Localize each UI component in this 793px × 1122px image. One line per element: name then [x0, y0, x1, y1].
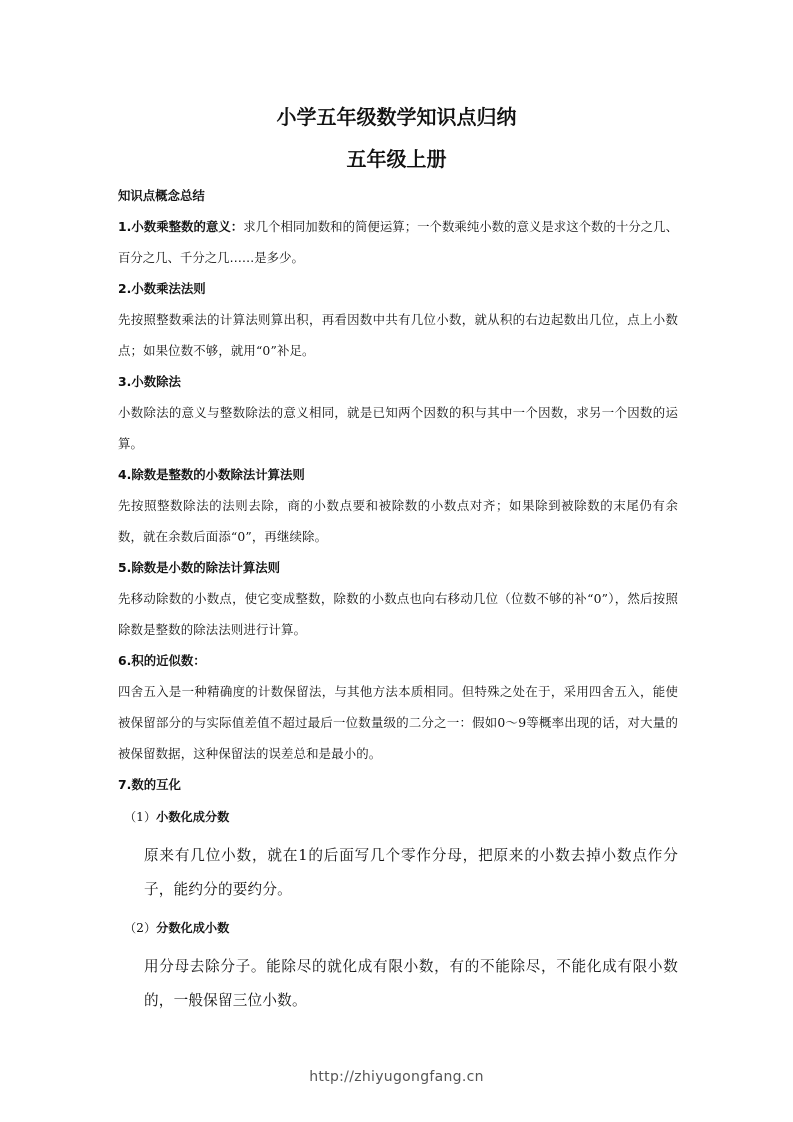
item-heading: 3.小数除法	[118, 374, 181, 389]
item-heading: 2.小数乘法法则	[118, 281, 206, 296]
item-heading: 4.除数是整数的小数除法计算法则	[118, 467, 305, 482]
document-body	[118, 180, 678, 1024]
footer-url: http://zhiyugongfang.cn	[309, 1069, 484, 1085]
item-text: 四舍五入是一种精确度的计数保留法，与其他方法本质相同。但特殊之处在于，采用四舍五入，能使被保留部分的与实际值差值不超过最后一位数量级的二分之一：假如0～9等概率出现的话，对大量的被保留数据，这种保留法的误差总和是最小的。	[118, 684, 678, 761]
item-text: 先按照整数除法的法则去除，商的小数点要和被除数的小数点对齐；如果除到被除数的末尾仍有余数，就在余数后面添“0”，再继续除。	[118, 498, 678, 544]
subsection-text: 用分母去除分子。能除尽的就化成有限小数，有的不能除尽，不能化成有限小数的，一般保留三位小数。	[144, 958, 678, 1009]
subsection-label: 小数化成分数	[156, 810, 230, 824]
intro-text: 求几个相同加数和的简便运算；一个数乘纯小数的意义是求这个数的十分之几、百分之几、千分之几……是多少。	[118, 219, 678, 265]
item-text: 先按照整数乘法的计算法则算出积，再看因数中共有几位小数，就从积的右边起数出几位，点上小数点；如果位数不够，就用“0”补足。	[118, 312, 678, 358]
item-heading: 7.数的互化	[118, 777, 181, 792]
subsection-label: 分数化成小数	[156, 921, 230, 935]
subsection-text: 原来有几位小数，就在1的后面写几个零作分母，把原来的小数去掉小数点作分子，能约分的要约分。	[144, 847, 678, 898]
intro-heading: 1.小数乘整数的意义：	[118, 219, 244, 234]
subsection-number: （1）	[124, 810, 157, 824]
item-heading: 5.除数是小数的除法计算法则	[118, 560, 281, 575]
subsection-heading	[124, 802, 678, 833]
section-heading: 知识点概念总结	[118, 188, 205, 203]
item-text: 小数除法的意义与整数除法的意义相同，就是已知两个因数的积与其中一个因数，求另一个因数的运算。	[118, 405, 678, 451]
item-text: 先移动除数的小数点，使它变成整数，除数的小数点也向右移动几位（位数不够的补“0”），然后按照除数是整数的除法法则进行计算。	[118, 591, 678, 637]
item-heading: 6.积的近似数：	[118, 653, 206, 668]
subsection-number: （2）	[124, 921, 157, 935]
document-title: 小学五年级数学知识点归纳	[276, 105, 517, 129]
document-subtitle: 五年级上册	[346, 147, 447, 171]
intro-paragraph	[118, 211, 678, 273]
subsection-heading	[124, 913, 678, 944]
